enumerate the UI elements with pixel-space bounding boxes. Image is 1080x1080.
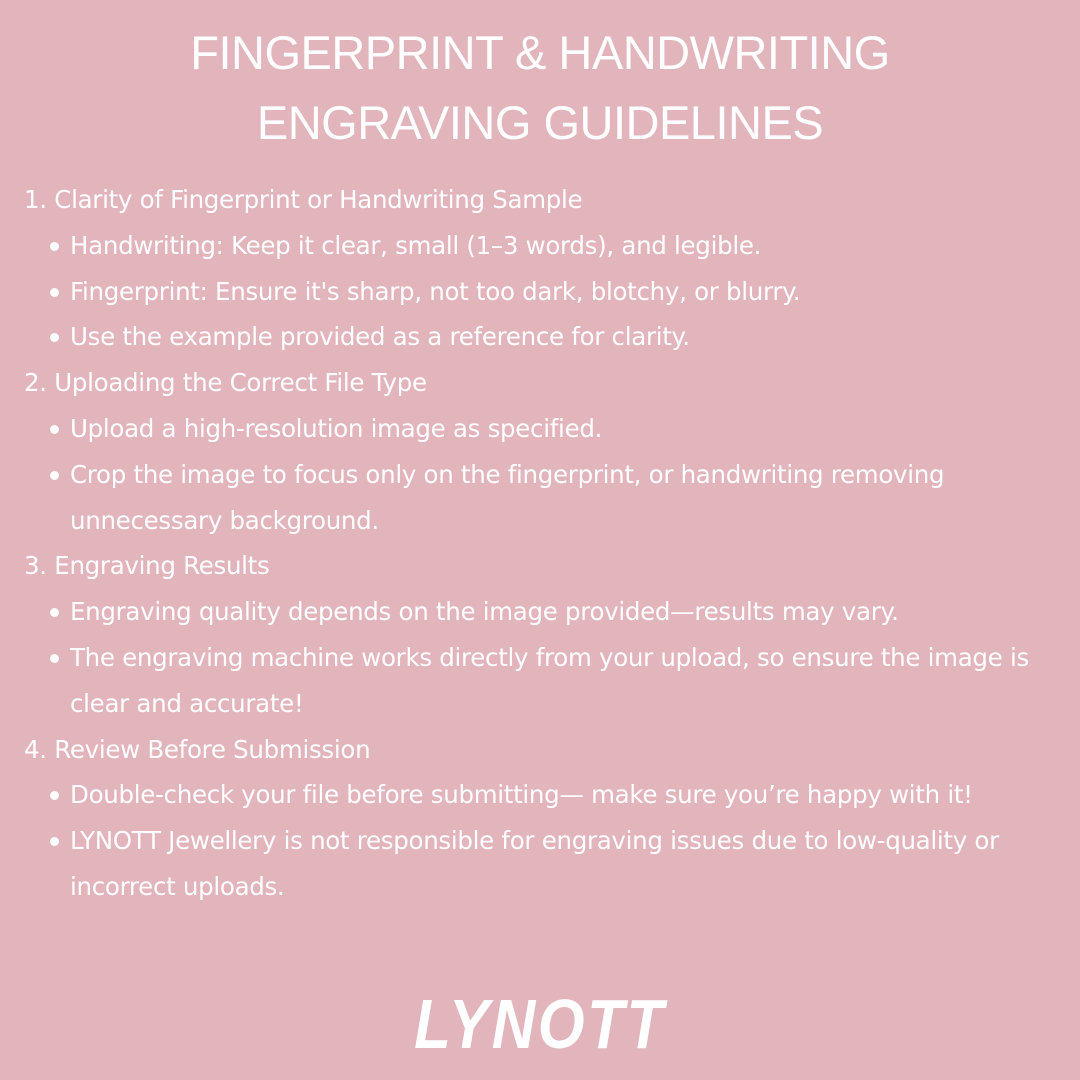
- bullet-item: Crop the image to focus only on the fingerprint, or handwriting removing unnecessary background.: [70, 452, 1030, 544]
- guideline-section-file-type: [24, 360, 1064, 543]
- section-heading: 4. Review Before Submission: [24, 734, 371, 764]
- bullet-item: Use the example provided as a reference for clarity.: [70, 314, 1030, 360]
- guideline-section-review: [24, 727, 1064, 910]
- bullet-item: LYNOTT Jewellery is not responsible for engraving issues due to low-quality or incorrect uploads.: [70, 818, 1030, 910]
- bullet-item: Double-check your file before submitting— make sure you’re happy with it!: [70, 772, 1030, 818]
- bullet-item: The engraving machine works directly from your upload, so ensure the image is clear and accurate!: [70, 635, 1030, 727]
- bullet-item: Engraving quality depends on the image provided—results may vary.: [70, 589, 1030, 635]
- brand-logo: LYNOTT: [414, 985, 666, 1063]
- guideline-section-clarity: [24, 177, 1064, 360]
- bullet-list: [24, 589, 1064, 726]
- guideline-section-results: [24, 543, 1064, 726]
- section-heading: 1. Clarity of Fingerprint or Handwriting Sample: [24, 185, 583, 214]
- guidelines-list: [24, 177, 1064, 910]
- bullet-list: [24, 223, 1064, 360]
- bullet-item: Handwriting: Keep it clear, small (1–3 words), and legible.: [70, 223, 1030, 269]
- bullet-list: [24, 406, 1064, 543]
- bullet-list: [24, 772, 1064, 909]
- section-heading: 3. Engraving Results: [24, 551, 270, 581]
- page-title: [0, 18, 1080, 158]
- bullet-item: Fingerprint: Ensure it's sharp, not too dark, blotchy, or blurry.: [70, 269, 1030, 315]
- page-title-line-2: ENGRAVING GUIDELINES: [256, 96, 824, 149]
- bullet-item: Upload a high-resolution image as specified.: [70, 406, 1030, 452]
- section-heading: 2. Uploading the Correct File Type: [24, 368, 427, 398]
- page-title-line-1: FINGERPRINT & HANDWRITING: [190, 26, 890, 79]
